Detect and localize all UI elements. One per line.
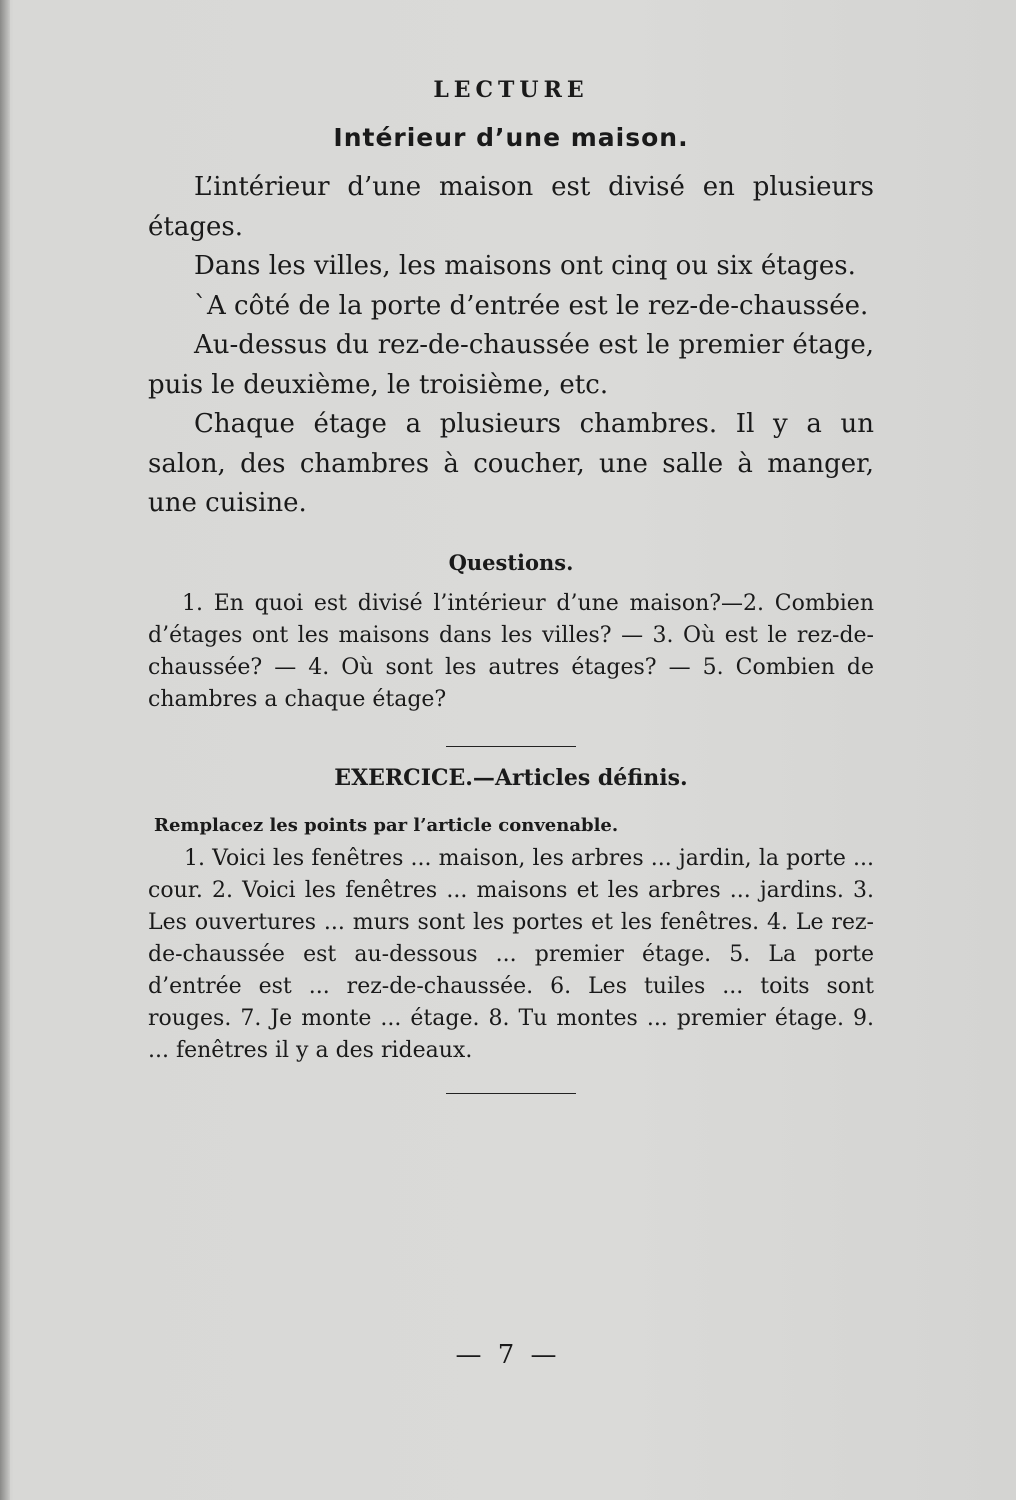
reading-text xyxy=(148,168,874,524)
questions-text: 1. En quoi est divisé l’intérieur d’une maison?—2. Combien d’étages ont les maisons dans les villes? — 3. Où est le rez-de-chaussée? — 4. Où sont les autres étages? — 5. Combien de chambres a chaque étage? xyxy=(148,590,874,712)
questions-title: Questions. xyxy=(448,549,574,575)
lesson-title: Intérieur d’une maison. xyxy=(333,123,689,152)
exercise-instruction: Remplacez les points par l’article convenable. xyxy=(154,814,619,836)
reading-paragraph: Chaque étage a plusieurs chambres. Il y a un salon, des chambres à coucher, une salle à manger, une cuisine. xyxy=(148,409,874,518)
exercise-title xyxy=(148,747,874,809)
exercise-text: 1. Voici les fenêtres ... maison, les arbres ... jardin, la porte ... cour. 2. Voici les fenêtres ... maisons et les arbres ... jardins. 3. Les ouvertures ... murs sont les portes et les fenêtres. 4. Le rez-de-chaussée est au-dessous ... premier étage. 5. La porte d’entrée est ... rez-de-chaussée. 6. Les tuiles ... toits sont rouges. 7. Je monte ... étage. 8. Tu montes ... premier étage. 9. ... fenêtres il y a des rideaux. xyxy=(148,845,874,1063)
page-content xyxy=(148,70,874,1094)
reading-paragraph: Dans les villes, les maisons ont cinq ou six étages. xyxy=(194,251,856,281)
page-number: — 7 — xyxy=(455,1340,561,1370)
reading-paragraph: `A côté de la porte d’entrée est le rez-de-chaussée. xyxy=(194,290,869,321)
binding-shadow xyxy=(0,0,10,1500)
reading-paragraph: L’intérieur d’une maison est divisé en plusieurs étages. xyxy=(148,172,874,242)
exercise-title-topic: Articles définis. xyxy=(494,764,688,791)
section-heading: LECTURE xyxy=(433,77,589,103)
reading-paragraph: Au-dessus du rez-de-chaussée est le premier étage, puis le deuxième, le troisième, etc. xyxy=(148,330,874,400)
exercise-title-prefix: EXERCICE.— xyxy=(334,764,495,791)
section-divider xyxy=(446,1093,576,1094)
